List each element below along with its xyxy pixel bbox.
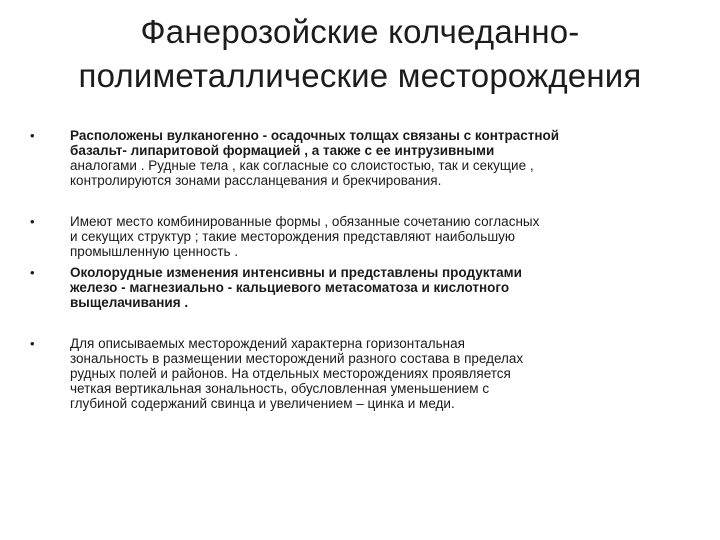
bullet-dot: • [30, 265, 35, 280]
slide-title [20, 10, 700, 98]
bullet-1-line-4: контролируются зонами рассланцевания и брекчирования. [70, 173, 442, 188]
bullet-dot: • [30, 336, 35, 351]
bullet-1-line-3: аналогами . Рудные тела , как согласные со слоистостью, так и секущие , [70, 158, 534, 173]
bullet-3-line-2: железо - магнезиально - кальциевого метасоматоза и кислотного [70, 280, 510, 295]
bullet-2-line-3: промышленную ценность . [70, 244, 239, 259]
bullet-4-line-1: Для описываемых месторождений характерна горизонтальная [70, 336, 465, 351]
bullet-dot: • [30, 214, 35, 229]
bullet-item-4 [30, 336, 690, 411]
bullet-1-line-2: базальт- липаритовой формацией , а также с ее интрузивными [70, 143, 495, 158]
bullet-item-2 [30, 214, 690, 259]
bullet-dot: • [30, 128, 35, 143]
title-line-2: полиметаллические месторождения [78, 57, 642, 94]
bullet-item-3 [30, 265, 690, 310]
bullet-3-line-1: Околорудные изменения интенсивны и представлены продуктами [70, 265, 522, 280]
bullet-4-line-2: зональность в размещении месторождений разного состава в пределах [70, 351, 524, 366]
title-line-1: Фанерозойские колчеданно- [140, 13, 580, 50]
bullet-2-line-1: Имеют место комбинированные формы , обязанные сочетанию согласных [70, 214, 540, 229]
bullet-item-1 [30, 128, 690, 188]
bullet-3-line-3: выщелачивания . [70, 295, 189, 310]
bullet-4-line-3: рудных полей и районов. На отдельных месторождениях проявляется [70, 366, 511, 381]
bullet-list [30, 128, 690, 411]
bullet-2-line-2: и секущих структур ; такие месторождения представляют наибольшую [70, 229, 516, 244]
bullet-1-line-1: Расположены вулканогенно - осадочных толщах связаны с контрастной [70, 128, 560, 143]
bullet-4-line-4: четкая вертикальная зональность, обусловленная уменьшением с [70, 381, 490, 396]
bullet-4-line-5: глубиной содержаний свинца и увеличением – цинка и меди. [70, 396, 455, 411]
